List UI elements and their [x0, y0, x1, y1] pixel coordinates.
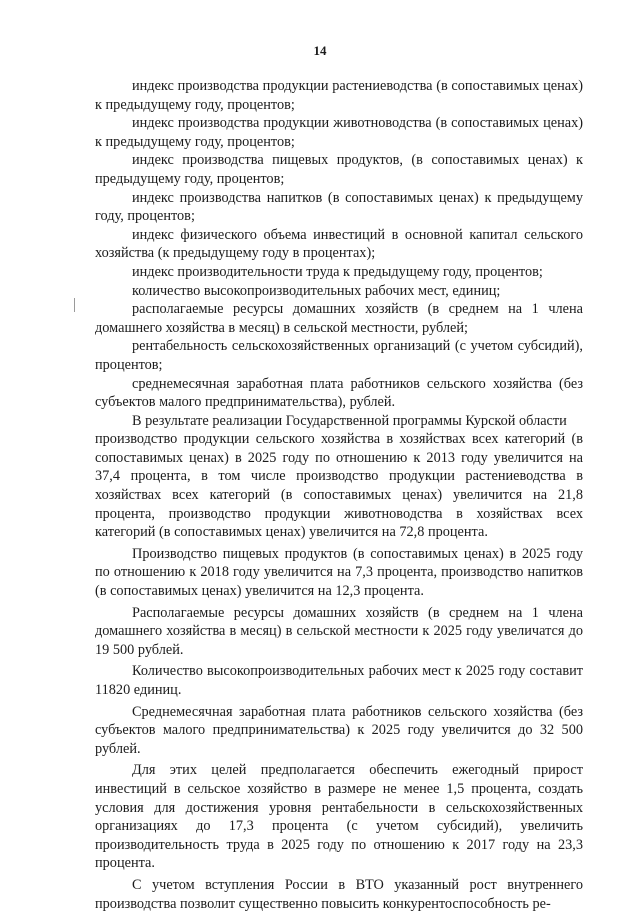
- indicator-item: индекс производства пищевых продуктов, (в сопоставимых ценах) к предыдущему году, процентов;: [95, 152, 583, 187]
- indicator-item: индекс производства напитков (в сопоставимых ценах) к предыдущему году, процентов;: [95, 189, 583, 225]
- result-paragraph: Для этих целей предполагается обеспечить ежегодный прирост инвестиций в сельское хозяйство в размере не менее 1,5 процента, создать условия для достижения уровня рентабельности в сельскохозяйственных организациях до 17,3 процента (с учетом субсидий), увеличить производительность труда в 2025 году по отношению к 2017 году на 23,3 процента.: [95, 762, 583, 872]
- indicator-item: среднемесячная заработная плата работников сельского хозяйства (без субъектов малого предпринимательства), рублей.: [95, 375, 583, 411]
- page-number: 14: [313, 43, 327, 58]
- result-paragraph: Располагаемые ресурсы домашних хозяйств (в среднем на 1 члена домашнего хозяйства в месяц) в сельской местности к 2025 году увеличатся до 19 500 рублей.: [95, 604, 583, 658]
- indicator-item: индекс физического объема инвестиций в основной капитал сельского хозяйства (к предыдущему году в процентах);: [95, 226, 583, 262]
- result-paragraph: Производство пищевых продуктов (в сопоставимых ценах) в 2025 году по отношению к 2018 году увеличится на 7,3 процента, производство напитков (в сопоставимых ценах) увеличится на 12,3 процента.: [95, 545, 583, 600]
- indicator-item: индекс производства продукции животноводства (в сопоставимых ценах) к предыдущему году, процентов;: [95, 115, 583, 150]
- result-paragraph: производство продукции сельского хозяйства в хозяйствах всех категорий (в сопоставимых ценах) в 2025 году по отношению к 2013 году увеличится на 37,4 процента, в том числе производство продукции растениеводства в хозяйствах всех категорий (в сопоставимых ценах) увеличится на 21,8 процента, производство продукции животноводства в хозяйствах всех категорий (в сопоставимых ценах) увеличится на 72,8 процента.: [95, 431, 583, 541]
- indicator-item: количество высокопроизводительных рабочих мест, единиц;: [132, 282, 501, 299]
- result-paragraph: Среднемесячная заработная плата работников сельского хозяйства (без субъектов малого предпринимательства) к 2025 году увеличится до 32 500 рублей.: [95, 703, 583, 757]
- document-body: [95, 77, 583, 913]
- results-intro: В результате реализации Государственной программы Курской области: [132, 412, 567, 429]
- margin-mark: [74, 298, 75, 312]
- indicator-item: располагаемые ресурсы домашних хозяйств (в среднем на 1 члена домашнего хозяйства в месяц) в сельской местности, рублей;: [95, 301, 583, 336]
- result-paragraph: С учетом вступления России в ВТО указанный рост внутреннего производства позволит существенно повысить конкурентоспособность ре-: [95, 876, 583, 912]
- result-paragraph: Количество высокопроизводительных рабочих мест к 2025 году составит 11820 единиц.: [95, 663, 583, 698]
- indicator-item: индекс производства продукции растениеводства (в сопоставимых ценах) к предыдущему году, процентов;: [95, 78, 583, 113]
- indicator-item: рентабельность сельскохозяйственных организаций (с учетом субсидий), процентов;: [95, 338, 583, 373]
- indicator-item: индекс производительности труда к предыдущему году, процентов;: [132, 263, 543, 280]
